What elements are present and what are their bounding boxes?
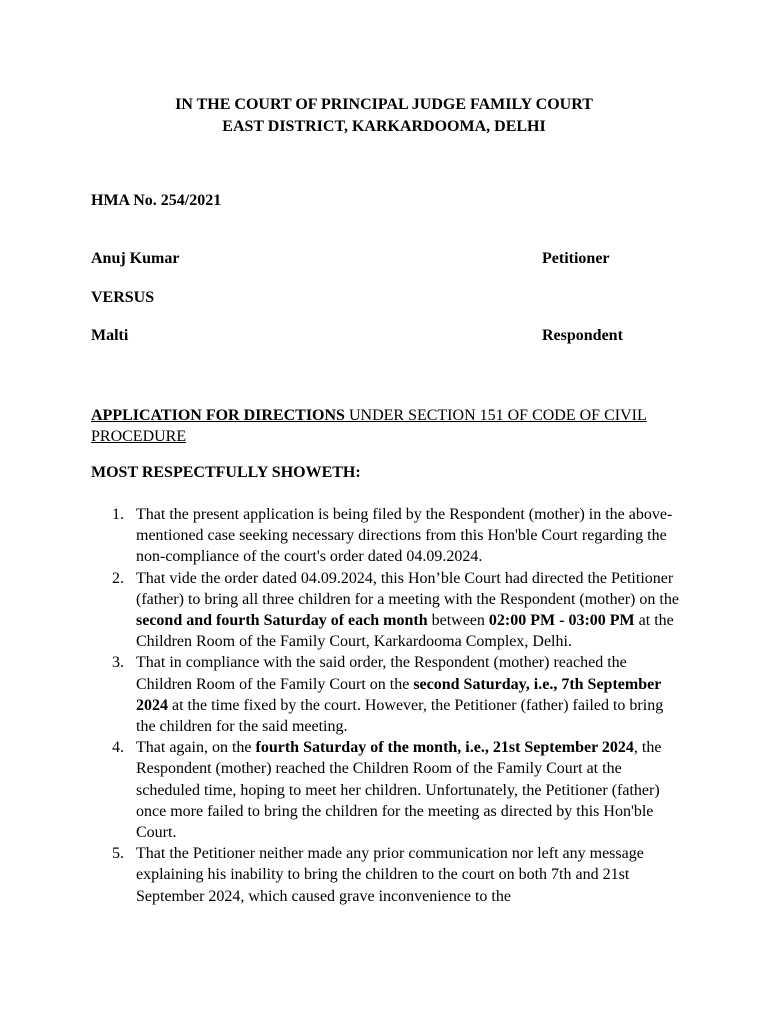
respondent-role: Respondent	[542, 327, 623, 344]
application-title	[91, 405, 681, 447]
paragraph-number: 2.	[112, 569, 124, 587]
paragraph-number: 4.	[112, 739, 124, 757]
list-item	[91, 737, 683, 843]
petitioner-name: Anuj Kumar	[91, 250, 180, 267]
paragraph-text: between	[427, 612, 489, 630]
respondent-name: Malti	[91, 327, 129, 344]
paragraph-text: , the Respondent (mother) reached the Children Room of the Family Court at the scheduled time, hoping to meet her children. Unfortunately, the Petitioner (father) once more failed to bring the children for the meeting as directed by this Hon'ble Court.	[136, 739, 662, 842]
application-title-rest: UNDER SECTION 151 OF CODE OF CIVIL PROCEDURE	[91, 407, 647, 445]
case-number: HMA No. 254/2021	[91, 192, 222, 209]
court-heading-line-1: IN THE COURT OF PRINCIPAL JUDGE FAMILY COURT	[175, 96, 593, 113]
court-heading	[0, 94, 768, 138]
list-item	[91, 568, 683, 653]
paragraph-text: That vide the order dated 04.09.2024, this Hon’ble Court had directed the Petitioner (father) to bring all three children for a meeting with the Respondent (mother) on the	[136, 569, 679, 608]
paragraph-text: That the present application is being filed by the Respondent (mother) in the above-mentioned case seeking necessary directions from this Hon'ble Court regarding the non-compliance of the court's order dated 04.09.2024.	[136, 506, 673, 566]
paragraph-text-bold: fourth Saturday of the month, i.e., 21st September 2024	[255, 739, 634, 757]
paragraph-number: 1.	[112, 506, 124, 523]
paragraph-text: at the Children Room of the Family Court, Karkardooma Complex, Delhi.	[136, 612, 674, 651]
list-item	[91, 843, 683, 907]
showeth-heading: MOST RESPECTFULLY SHOWETH:	[91, 464, 361, 481]
list-item	[91, 652, 683, 737]
versus-label: VERSUS	[91, 289, 155, 306]
application-title-bold: APPLICATION FOR DIRECTIONS	[91, 407, 345, 424]
paragraph-text: at the time fixed by the court. However, the Petitioner (father) failed to bring the children for the said meeting.	[136, 696, 664, 736]
paragraph-text-bold: second Saturday, i.e., 7th September 2024	[136, 675, 662, 714]
list-item	[91, 504, 683, 568]
paragraph-number: 5.	[112, 845, 124, 863]
paragraph-text: That in compliance with the said order, the Respondent (mother) reached the Children Room of the Family Court on the	[136, 654, 627, 693]
petitioner-role: Petitioner	[542, 250, 610, 267]
paragraph-number: 3.	[112, 654, 124, 672]
court-heading-line-2: EAST DISTRICT, KARKARDOOMA, DELHI	[222, 118, 546, 135]
paragraph-list	[91, 504, 683, 907]
paragraph-text-bold: 02:00 PM - 03:00 PM	[488, 612, 635, 630]
paragraph-text-bold: second and fourth Saturday of each month	[136, 612, 428, 630]
paragraph-text: That the Petitioner neither made any prior communication nor left any message explaining his inability to bring the children to the court on both 7th and 21st September 2024, which caused grave inconvenience to the	[136, 845, 644, 905]
paragraph-text: That again, on the	[136, 739, 256, 757]
